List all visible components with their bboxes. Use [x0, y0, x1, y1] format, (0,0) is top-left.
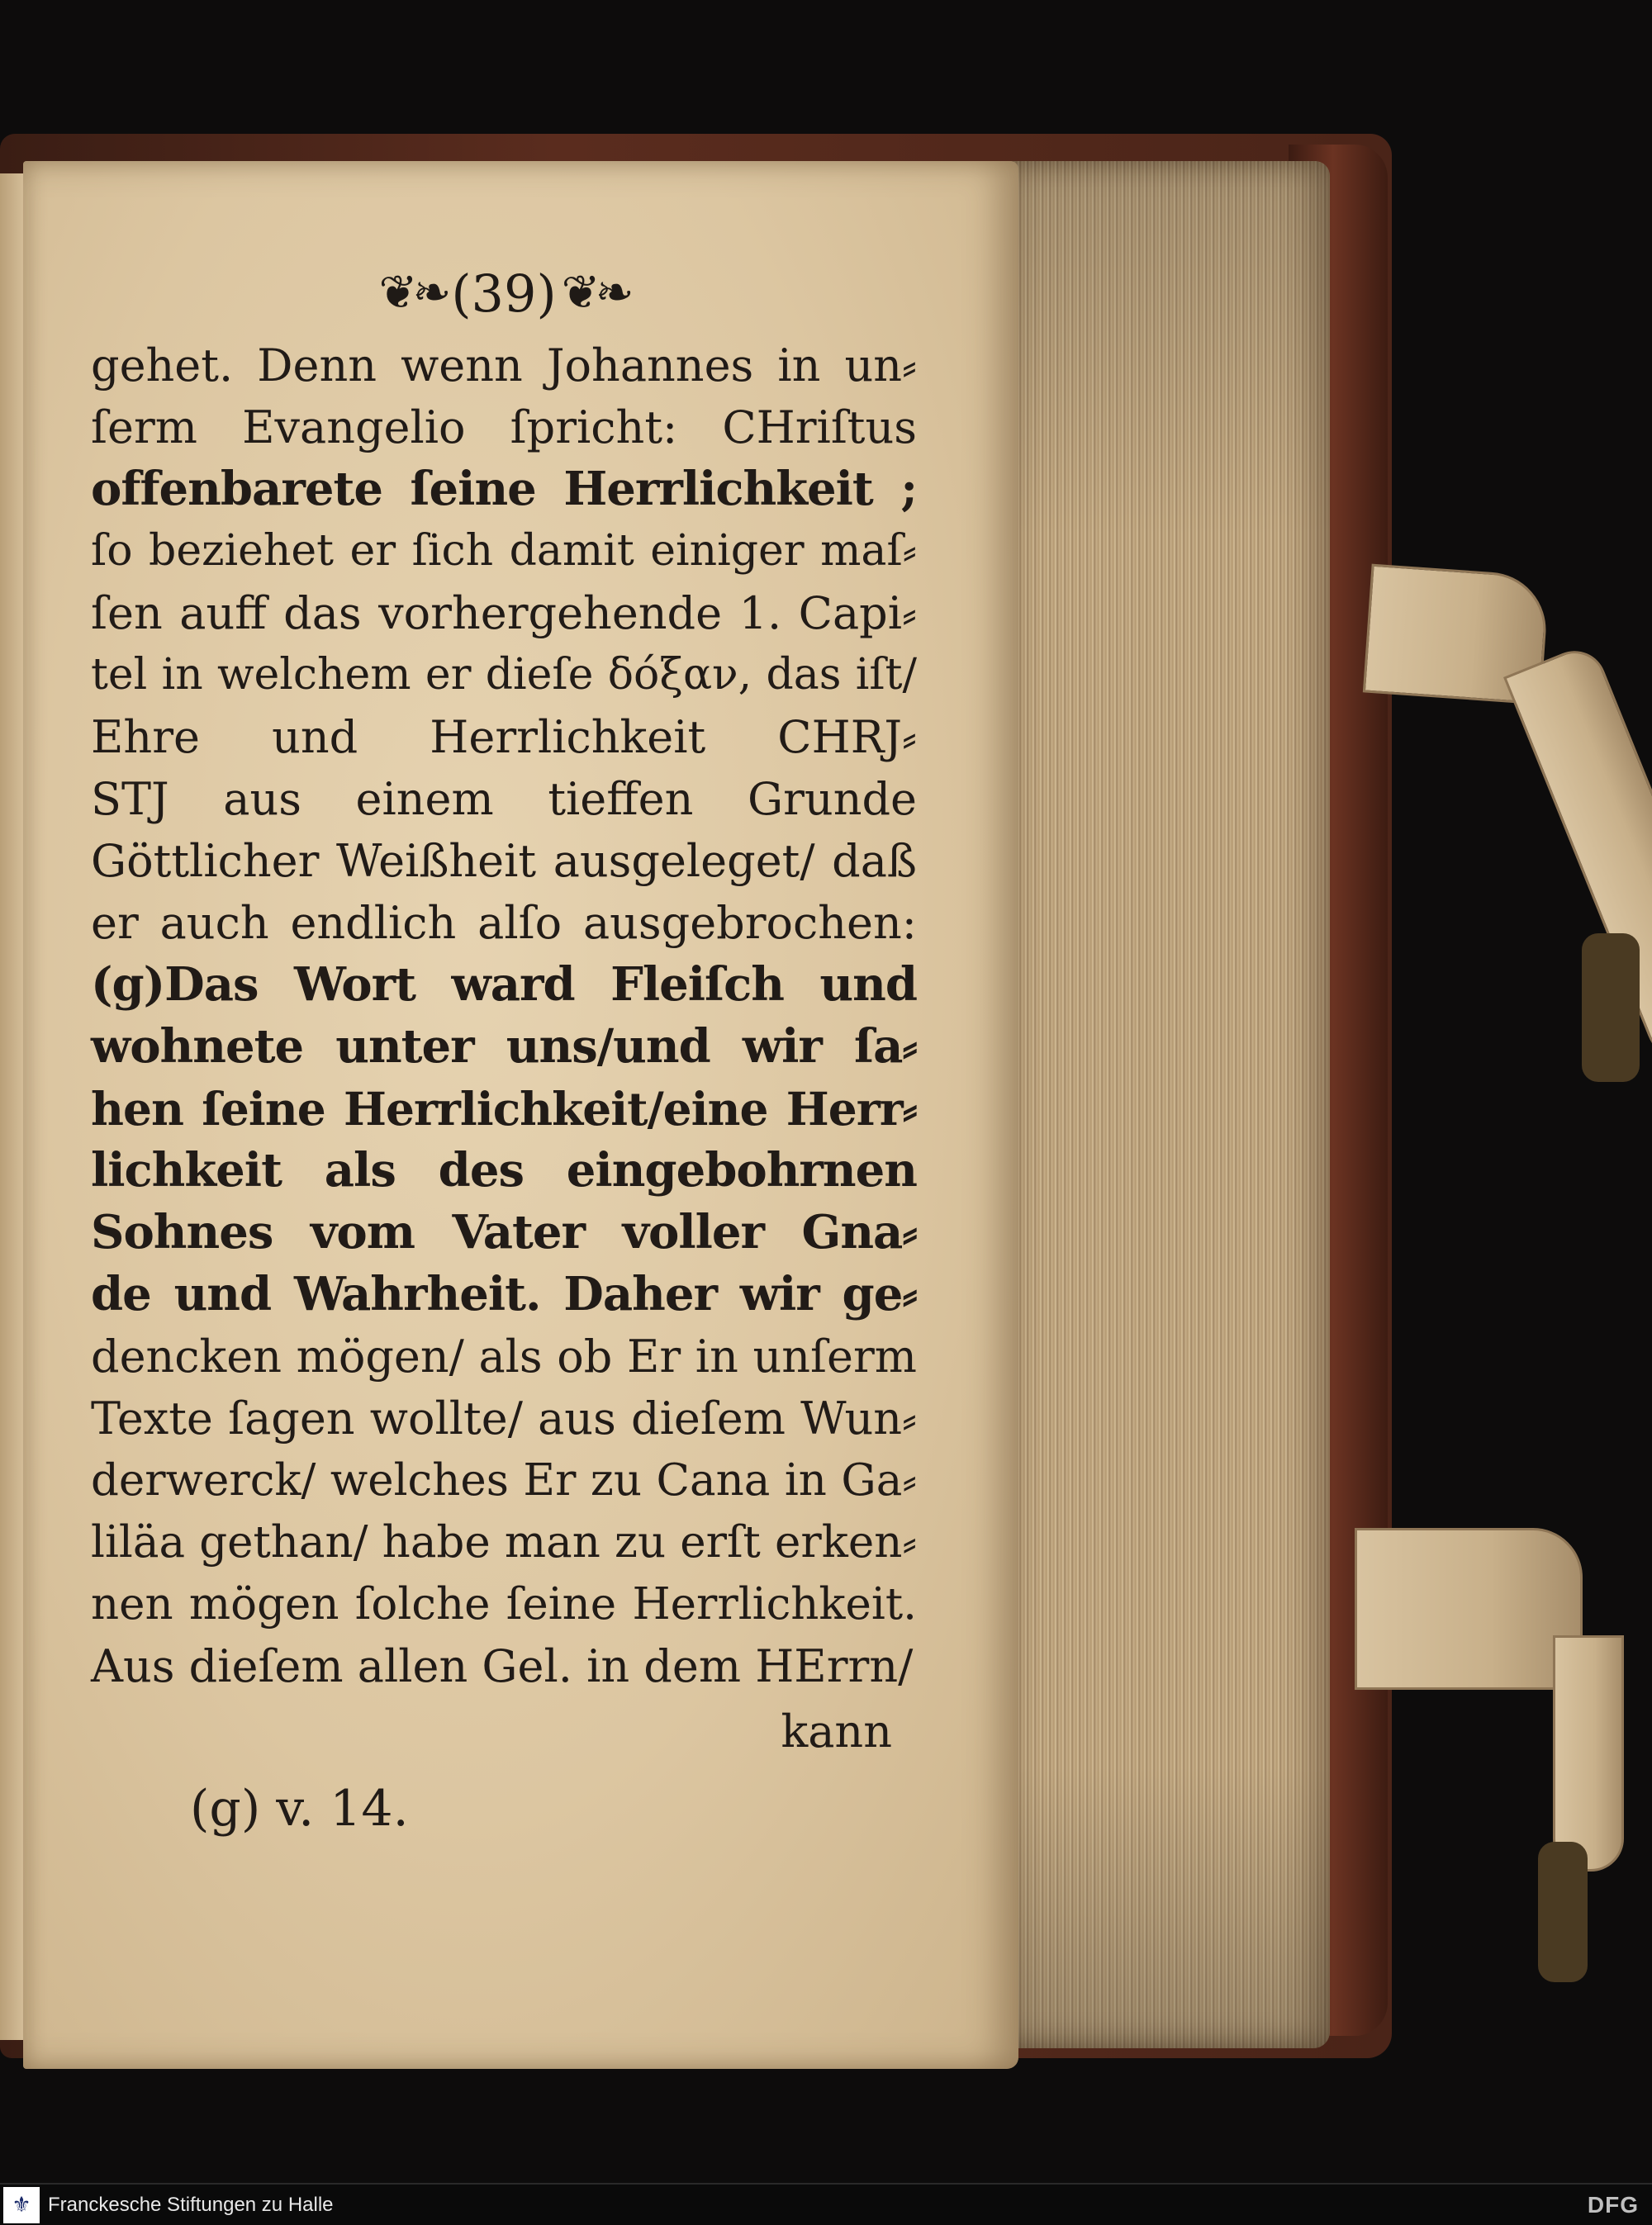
text-line: wohnete unter uns/und wir ſa⸗	[91, 1019, 917, 1074]
page-number: (39)	[451, 263, 557, 324]
text-line: STJ aus einem tieffen Grunde	[91, 773, 917, 825]
text-line: Göttlicher Weißheit ausgeleget/ daß	[91, 835, 917, 887]
text-line: tel in welchem er dieſe δόξαν, das iſt/	[91, 650, 917, 700]
footer-left	[0, 2187, 334, 2223]
text-line: ſo beziehet er ſich damit einiger maſ⸗	[91, 526, 917, 576]
text-line: dencken mögen/ als ob Er in unſerm	[91, 1331, 917, 1383]
dfg-logo[interactable]: DFG	[1587, 2191, 1639, 2218]
page-header	[355, 252, 653, 334]
text-line: Ehre und Herrlichkeit CHRJ⸗	[91, 711, 917, 763]
text-line: nen mögen ſolche ſeine Herrlichkeit.	[91, 1579, 917, 1630]
lower-clasp-tail	[1553, 1635, 1624, 1872]
upper-clasp-metal	[1582, 933, 1640, 1082]
catchword: kann	[781, 1706, 892, 1758]
institution-name[interactable]: Franckesche Stiftungen zu Halle	[48, 2193, 334, 2216]
text-line: derwerck/ welches Er zu Cana in Ga⸗	[91, 1455, 917, 1506]
text-line: gehet. Denn wenn Johannes in un⸗	[91, 339, 917, 391]
text-line: lichkeit als des eingebohrnen	[91, 1143, 917, 1198]
body-text	[91, 334, 917, 1697]
text-line: Aus dieſem allen Gel. in dem HErrn/	[91, 1640, 914, 1692]
text-line: liläa gethan/ habe man zu erſt erken⸗	[91, 1517, 917, 1568]
lower-clasp-strap	[1355, 1528, 1583, 1690]
header-ornament-right: ❦❧	[561, 266, 629, 320]
viewer-footer	[0, 2183, 1652, 2225]
text-line: hen ſeine Herrlichkeit/eine Herr⸗	[91, 1082, 917, 1136]
footnote: (g) v. 14.	[190, 1780, 409, 1838]
text-line: er auch endlich alſo ausgebrochen:	[91, 897, 917, 949]
institution-logo-icon[interactable]: ⚜	[3, 2187, 40, 2223]
text-line: Sohnes vom Vater voller Gna⸗	[91, 1205, 917, 1260]
page-fore-edge-shade	[999, 161, 1330, 2048]
lower-clasp-metal	[1538, 1842, 1588, 1982]
text-line: de und Wahrheit. Daher wir ge⸗	[91, 1267, 917, 1321]
text-line: ſerm Evangelio ſpricht: CHriſtus	[91, 401, 917, 453]
text-line: Texte ſagen wollte/ aus dieſem Wun⸗	[91, 1392, 917, 1445]
text-line: ſen auff das vorhergehende 1. Capi⸗	[91, 587, 917, 639]
text-line: offenbarete ſeine Herrlichkeit ;	[91, 462, 917, 516]
text-line: (g)Das Wort ward Fleiſch und	[91, 957, 917, 1012]
header-ornament-left: ❦❧	[378, 266, 447, 320]
